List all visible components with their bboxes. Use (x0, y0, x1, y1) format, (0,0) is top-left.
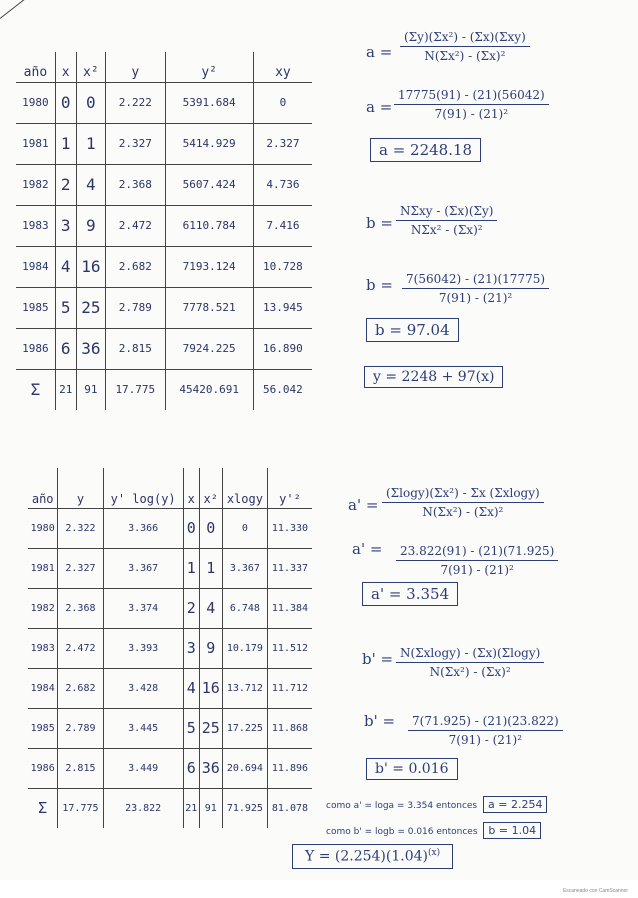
table-cell: 0 (222, 508, 267, 548)
table-header-row (28, 468, 312, 508)
linear-regression-table (16, 52, 312, 410)
equation-lhs: a = (366, 43, 393, 61)
table-cell: 2.815 (58, 748, 103, 788)
denominator: 7(91) - (21)² (448, 733, 523, 747)
table-cell: 1985 (16, 287, 55, 328)
denominator: 7(91) - (21)² (440, 563, 514, 577)
fraction (400, 30, 530, 63)
table-cell: 71.925 (222, 788, 267, 828)
denominator: 7(91) - (21)² (434, 107, 509, 121)
table-cell: 2.327 (253, 123, 312, 164)
equation-lhs: b = (366, 214, 393, 232)
table-cell: 1986 (28, 748, 58, 788)
table-cell: 1982 (28, 588, 58, 628)
table-cell: 56.042 (253, 369, 312, 410)
table-cell: 16 (199, 668, 222, 708)
table-cell: 6 (183, 748, 199, 788)
table-cell: 5391.684 (165, 82, 253, 123)
table-cell: 91 (199, 788, 222, 828)
sum-row (28, 788, 312, 828)
log-regression-table (28, 468, 312, 828)
header-year: año (28, 468, 58, 508)
table-cell: 1981 (16, 123, 55, 164)
equation-lhs: b' = (362, 650, 394, 668)
numerator: (Σy)(Σx²) - (Σx)(Σxy) (400, 30, 530, 47)
table-cell: 81.078 (267, 788, 312, 828)
table-cell: 2.789 (58, 708, 103, 748)
exponential-model-box (292, 844, 453, 869)
table-cell: 2.222 (106, 82, 165, 123)
numerator: N(Σxlogy) - (Σx)(Σlogy) (396, 646, 544, 663)
table-cell: 25 (199, 708, 222, 748)
table-cell: 5 (183, 708, 199, 748)
note-b-conversion (326, 822, 541, 839)
model-exponent: (x) (427, 848, 441, 858)
table-cell: Σ (28, 788, 58, 828)
table-cell: 3.393 (103, 628, 183, 668)
scanner-watermark: Escaneado con CamScanner (562, 888, 628, 894)
table-cell: 3 (183, 628, 199, 668)
table-cell: 9 (76, 205, 106, 246)
header-x: x (55, 52, 76, 82)
table-row (16, 246, 312, 287)
table-cell: 0 (183, 508, 199, 548)
table-cell: 7924.225 (165, 328, 253, 369)
table-row (28, 588, 312, 628)
equation-lhs: a = (366, 98, 393, 116)
table-cell: 1981 (28, 548, 58, 588)
table-cell: 13.712 (222, 668, 267, 708)
numerator: 7(71.925) - (21)(23.822) (408, 714, 563, 731)
table-cell: 2 (55, 164, 76, 205)
table-cell: 2.327 (106, 123, 165, 164)
table-cell: 1983 (16, 205, 55, 246)
table-cell: 2.368 (106, 164, 165, 205)
table-cell: 3.428 (103, 668, 183, 708)
table-cell: 3 (55, 205, 76, 246)
table-cell: 36 (199, 748, 222, 788)
table-cell: 2.368 (58, 588, 103, 628)
table-cell: 17.225 (222, 708, 267, 748)
denominator: NΣx² - (Σx)² (410, 223, 483, 237)
table-cell: 1980 (16, 82, 55, 123)
denominator: N(Σx²) - (Σx)² (424, 49, 506, 63)
header-x2: x² (76, 52, 106, 82)
table-cell: 2.815 (106, 328, 165, 369)
table-cell: 3.366 (103, 508, 183, 548)
table-cell: 10.728 (253, 246, 312, 287)
table-row (16, 287, 312, 328)
result-a-box: a = 2248.18 (370, 138, 481, 162)
table-cell: 7.416 (253, 205, 312, 246)
table-cell: 3.367 (222, 548, 267, 588)
table-cell: 1982 (16, 164, 55, 205)
table-cell: 17.775 (106, 369, 165, 410)
note-a-box: a = 2.254 (483, 796, 547, 813)
table-cell: 3.374 (103, 588, 183, 628)
table-cell: 1980 (28, 508, 58, 548)
result-b-box: b = 97.04 (366, 318, 459, 342)
equation-lhs: a' = (348, 496, 379, 514)
table-cell: 4 (199, 588, 222, 628)
note-text: como b' = logb = 0.016 entonces (326, 827, 478, 837)
table-cell: 5607.424 (165, 164, 253, 205)
table-cell: 2 (183, 588, 199, 628)
numerator: (Σlogy)(Σx²) - Σx (Σxlogy) (382, 486, 544, 503)
table-cell: 13.945 (253, 287, 312, 328)
numerator: 23.822(91) - (21)(71.925) (396, 544, 558, 561)
table-cell: 1 (199, 548, 222, 588)
table-cell: 16 (76, 246, 106, 287)
note-a-conversion (326, 796, 547, 813)
equation-lhs: a' = (352, 540, 383, 558)
table-cell: 7193.124 (165, 246, 253, 287)
denominator: N(Σx²) - (Σx)² (429, 665, 511, 679)
table-row (16, 328, 312, 369)
table-cell: Σ (16, 369, 55, 410)
denominator: N(Σx²) - (Σx)² (422, 505, 504, 519)
header-y: y (106, 52, 165, 82)
table-cell: 4.736 (253, 164, 312, 205)
table-header-row (16, 52, 312, 82)
table-cell: 0 (55, 82, 76, 123)
table-cell: 3.367 (103, 548, 183, 588)
table-cell: 4 (55, 246, 76, 287)
table-cell: 91 (76, 369, 106, 410)
table-cell: 16.890 (253, 328, 312, 369)
result-a-prime-box: a' = 3.354 (362, 582, 458, 606)
numerator: 7(56042) - (21)(17775) (402, 272, 549, 289)
table-cell: 10.179 (222, 628, 267, 668)
table-cell: 2.682 (58, 668, 103, 708)
table-cell: 4 (76, 164, 106, 205)
table-cell: 6 (55, 328, 76, 369)
table-cell: 1986 (16, 328, 55, 369)
fraction (396, 204, 497, 237)
table-body (16, 82, 312, 410)
table-cell: 2.682 (106, 246, 165, 287)
table-row (16, 164, 312, 205)
header-year: año (16, 52, 55, 82)
table-cell: 25 (76, 287, 106, 328)
table-cell: 3.445 (103, 708, 183, 748)
note-text: como a' = loga = 3.354 entonces (326, 801, 478, 811)
table-row (28, 748, 312, 788)
table-row (28, 508, 312, 548)
table-cell: 17.775 (58, 788, 103, 828)
table-row (16, 123, 312, 164)
equation-lhs: b = (366, 276, 393, 294)
table-cell: 5 (55, 287, 76, 328)
table-row (28, 708, 312, 748)
fraction (382, 486, 544, 519)
table-cell: 7778.521 (165, 287, 253, 328)
table-cell: 11.868 (267, 708, 312, 748)
table-cell: 11.512 (267, 628, 312, 668)
header-y2: y² (165, 52, 253, 82)
equation-lhs: b' = (364, 712, 396, 730)
table-cell: 36 (76, 328, 106, 369)
numerator: NΣxy - (Σx)(Σy) (396, 204, 497, 221)
table-row (16, 205, 312, 246)
table-row (28, 548, 312, 588)
fraction (396, 544, 558, 577)
table-cell: 11.384 (267, 588, 312, 628)
table-cell: 0 (76, 82, 106, 123)
numerator: 17775(91) - (21)(56042) (394, 88, 549, 105)
table-cell: 1985 (28, 708, 58, 748)
table-cell: 0 (253, 82, 312, 123)
table-cell: 2.472 (106, 205, 165, 246)
table-cell: 1983 (28, 628, 58, 668)
fraction (402, 272, 549, 305)
table-cell: 21 (55, 369, 76, 410)
table-cell: 1 (55, 123, 76, 164)
table-cell: 2.322 (58, 508, 103, 548)
table-cell: 1 (76, 123, 106, 164)
table-cell: 21 (183, 788, 199, 828)
table-cell: 4 (183, 668, 199, 708)
table-row (16, 82, 312, 123)
result-b-prime-box: b' = 0.016 (366, 758, 458, 780)
header-xy: xy (253, 52, 312, 82)
table-cell: 1984 (16, 246, 55, 287)
denominator: 7(91) - (21)² (438, 291, 513, 305)
table-cell: 6110.784 (165, 205, 253, 246)
table-cell: 2.789 (106, 287, 165, 328)
table-cell: 20.694 (222, 748, 267, 788)
table-cell: 0 (199, 508, 222, 548)
table-cell: 2.472 (58, 628, 103, 668)
header-y2: y'² (267, 468, 312, 508)
model-text: Y = (2.254)(1.04) (305, 848, 428, 865)
table-body (28, 508, 312, 828)
header-x2: x² (199, 468, 222, 508)
sum-row (16, 369, 312, 410)
table-cell: 2.327 (58, 548, 103, 588)
table-cell: 11.337 (267, 548, 312, 588)
header-logy: y' log(y) (103, 468, 183, 508)
table-cell: 3.449 (103, 748, 183, 788)
table-cell: 5414.929 (165, 123, 253, 164)
fraction (394, 88, 549, 121)
header-x: x (183, 468, 199, 508)
table-cell: 11.712 (267, 668, 312, 708)
table-cell: 11.330 (267, 508, 312, 548)
table-row (28, 668, 312, 708)
table-cell: 1984 (28, 668, 58, 708)
linear-model-box: y = 2248 + 97(x) (364, 366, 503, 388)
table-cell: 9 (199, 628, 222, 668)
fraction (396, 646, 544, 679)
table-cell: 23.822 (103, 788, 183, 828)
note-b-box: b = 1.04 (483, 822, 541, 839)
table-row (28, 628, 312, 668)
table-cell: 1 (183, 548, 199, 588)
header-xlogy: xlogy (222, 468, 267, 508)
footer-band (0, 880, 638, 898)
table-cell: 11.896 (267, 748, 312, 788)
table-cell: 6.748 (222, 588, 267, 628)
header-y: y (58, 468, 103, 508)
fraction (408, 714, 563, 747)
table-cell: 45420.691 (165, 369, 253, 410)
